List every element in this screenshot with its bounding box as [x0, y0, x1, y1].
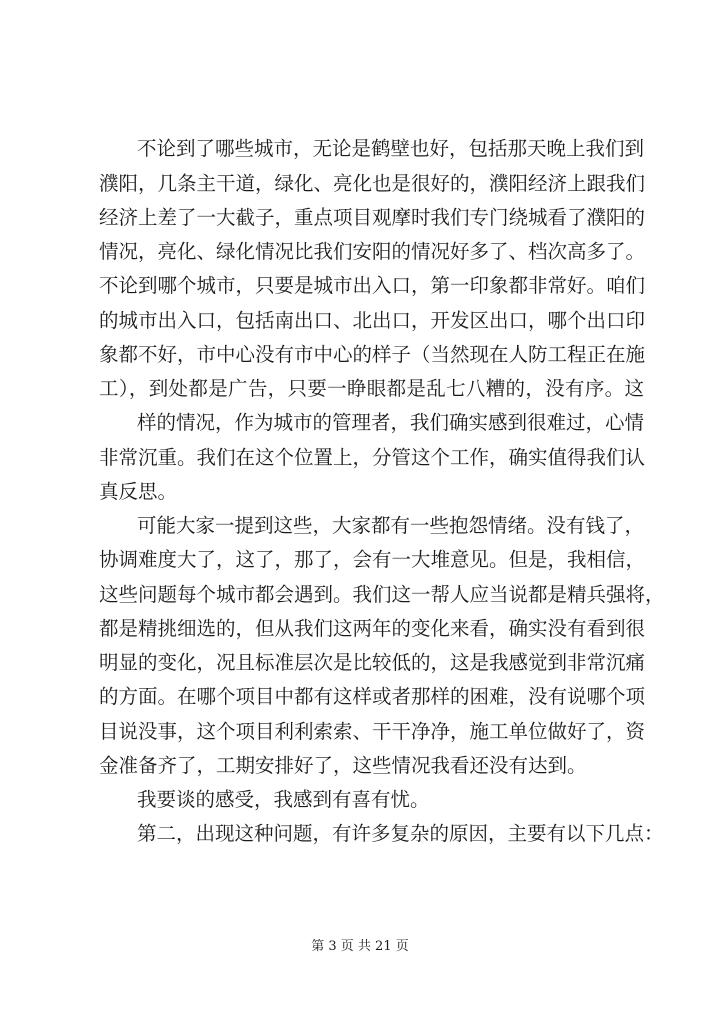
- text-line: 金准备齐了，工期安排好了，这些情况我看还没有达到。: [99, 754, 587, 777]
- text-line: 协调难度大了，这了，那了，会有一大堆意见。但是，我相信，: [99, 548, 646, 571]
- text-line: 的方面。在哪个项目中都有这样或者那样的困难，没有说哪个项: [99, 685, 646, 708]
- text-line: 的城市出入口，包括南出口、北出口，开发区出口，哪个出口印: [99, 309, 646, 332]
- text-line: 样的情况，作为城市的管理者，我们确实感到很难过，心情: [137, 411, 645, 434]
- text-line: 工），到处都是广告，只要一睁眼都是乱七八糟的，没有序。这: [99, 377, 644, 400]
- text-line: 濮阳，几条主干道，绿化、亮化也是很好的，濮阳经济上跟我们: [99, 172, 646, 195]
- text-line: 可能大家一提到这些，大家都有一些抱怨情绪。没有钱了，: [137, 514, 645, 537]
- text-line: 目说没事，这个项目利利索索、干干净净，施工单位做好了，资: [99, 720, 646, 743]
- text-line: 经济上差了一大截子，重点项目观摩时我们专门绕城看了濮阳的: [99, 206, 646, 229]
- text-line: 情况，亮化、绿化情况比我们安阳的情况好多了、档次高多了。: [99, 240, 646, 263]
- text-line: 都是精挑细选的，但从我们这两年的变化来看，确实没有看到很: [99, 617, 646, 640]
- text-line: 象都不好，市中心没有市中心的样子（当然现在人防工程正在施: [99, 343, 646, 366]
- text-line: 真反思。: [99, 480, 178, 503]
- text-line: 非常沉重。我们在这个位置上，分管这个工作，确实值得我们认: [99, 446, 646, 469]
- text-line: 不论到了哪些城市，无论是鹤壁也好，包括那天晚上我们到: [137, 137, 645, 160]
- text-line: 明显的变化，况且标准层次是比较低的，这是我感觉到非常沉痛: [99, 651, 646, 674]
- text-line: 这些问题每个城市都会遇到。我们这一帮人应当说都是精兵强将，: [99, 583, 665, 606]
- text-line: 第二，出现这种问题，有许多复杂的原因，主要有以下几点：: [137, 822, 664, 845]
- text-line: 不论到哪个城市，只要是城市出入口，第一印象都非常好。咱们: [99, 274, 646, 297]
- page-number-footer: 第 3 页 共 21 页: [311, 939, 409, 954]
- text-line: 我要谈的感受，我感到有喜有忧。: [137, 788, 430, 811]
